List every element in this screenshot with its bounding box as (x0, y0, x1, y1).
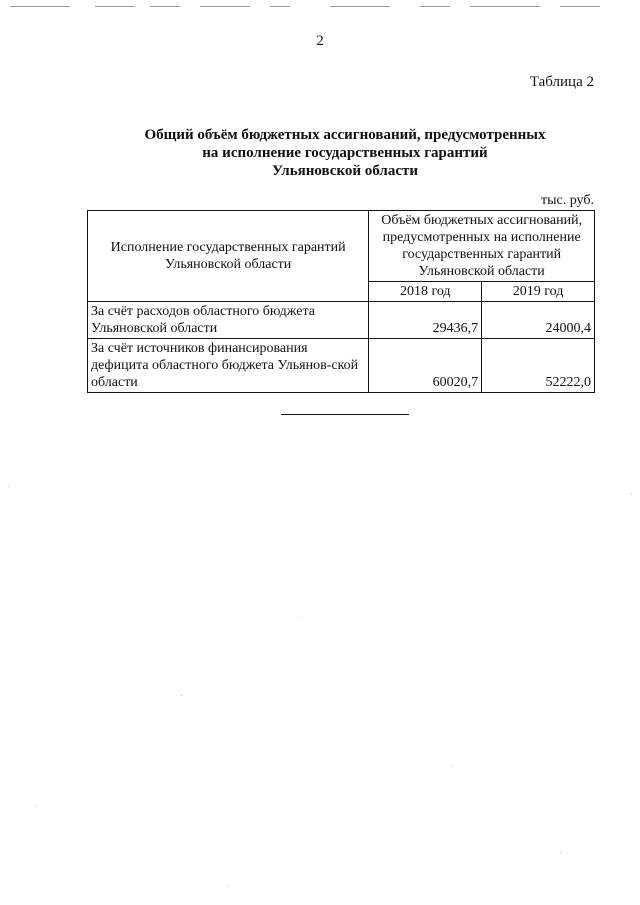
budget-table (87, 210, 595, 393)
title-line: Ульяновской области (271, 163, 419, 179)
header-budget-volume: Объём бюджетных ассигнований, предусмотренных на исполнение государственных гарантий Ульяновской области (369, 211, 595, 282)
table-row (88, 302, 595, 339)
scan-speck (452, 765, 453, 766)
end-divider (281, 414, 409, 415)
header-guarantee-execution: Исполнение государственных гарантий Ульяновской области (88, 211, 369, 302)
scan-speck (35, 805, 36, 806)
cell-value-2018: 60020,7 (369, 339, 482, 393)
cell-value-2019: 24000,4 (482, 302, 595, 339)
table-row (88, 339, 595, 393)
scan-speck (228, 885, 229, 886)
scan-speck (8, 486, 9, 487)
cell-value-2018: 29436,7 (369, 302, 482, 339)
scan-speck (560, 852, 561, 853)
cell-value-2019: 52222,0 (482, 339, 595, 393)
scan-speck (300, 617, 301, 618)
page-number: 2 (316, 33, 324, 49)
scan-artifacts (0, 6, 640, 16)
table-label: Таблица 2 (529, 74, 594, 90)
scan-speck (631, 493, 632, 494)
title-line: Общий объём бюджетных ассигнований, предусмотренных (144, 127, 546, 143)
title-line: на исполнение государственных гарантий (202, 145, 488, 161)
header-year-2018: 2018 год (369, 282, 482, 302)
document-title (0, 126, 640, 180)
row-label: За счёт расходов областного бюджета Ульяновской области (88, 302, 369, 339)
table-header-row (88, 211, 595, 282)
row-label: За счёт источников финансирования дефицита областного бюджета Ульянов-ской области (88, 339, 369, 393)
scan-speck (181, 695, 182, 696)
header-year-2019: 2019 год (482, 282, 595, 302)
units-label: тыс. руб. (541, 193, 594, 208)
